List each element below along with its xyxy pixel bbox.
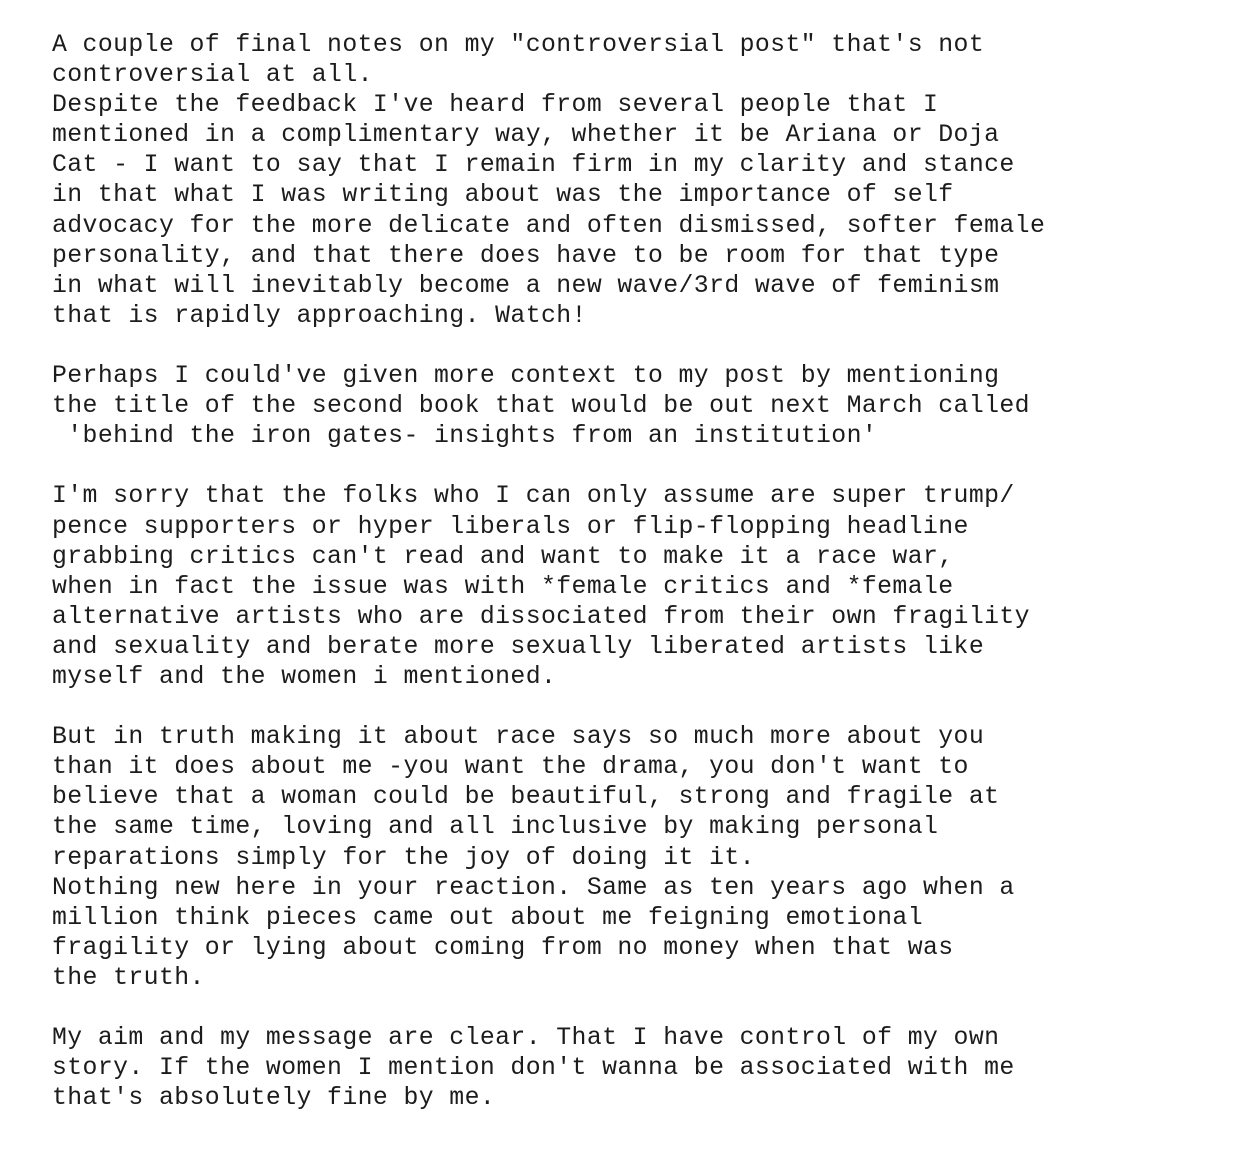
text-line: that is rapidly approaching. Watch! xyxy=(52,301,587,330)
text-line: Perhaps I could've given more context to my post by mentioning xyxy=(52,362,1000,391)
text-line: the truth. xyxy=(52,963,205,992)
text-line: when in fact the issue was with *female critics and *female xyxy=(52,572,954,601)
paragraph-critics xyxy=(52,481,1222,692)
text-line: the title of the second book that would be out next March called xyxy=(52,392,1030,421)
text-line: grabbing critics can't read and want to make it a race war, xyxy=(52,542,954,571)
typed-statement xyxy=(52,30,1222,1143)
text-line: and sexuality and berate more sexually liberated artists like xyxy=(52,632,985,661)
text-line: I'm sorry that the folks who I can only assume are super trump/ xyxy=(52,482,1015,511)
text-line: pence supporters or hyper liberals or flip-flopping headline xyxy=(52,512,969,541)
text-line: Nothing new here in your reaction. Same as ten years ago when a xyxy=(52,873,1015,902)
text-line: believe that a woman could be beautiful, strong and fragile at xyxy=(52,783,1000,812)
text-line: reparations simply for the joy of doing it it. xyxy=(52,843,755,872)
text-line: story. If the women I mention don't wanna be associated with me xyxy=(52,1054,1015,1083)
text-line: A couple of final notes on my "controversial post" that's not xyxy=(52,31,985,59)
text-line: myself and the women i mentioned. xyxy=(52,662,557,691)
text-line: in that what I was writing about was the importance of self xyxy=(52,181,954,210)
text-line: the same time, loving and all inclusive by making personal xyxy=(52,813,939,842)
text-line: Despite the feedback I've heard from several people that I xyxy=(52,91,939,120)
text-line: 'behind the iron gates- insights from an institution' xyxy=(52,422,878,451)
text-line: But in truth making it about race says so much more about you xyxy=(52,723,985,752)
text-line: fragility or lying about coming from no money when that was xyxy=(52,933,954,962)
paragraph-truth xyxy=(52,722,1222,993)
text-line: personality, and that there does have to be room for that type xyxy=(52,241,1000,270)
text-line: in what will inevitably become a new wave/3rd wave of feminism xyxy=(52,271,1000,300)
text-line: My aim and my message are clear. That I have control of my own xyxy=(52,1024,1000,1053)
paragraph-final-notes xyxy=(52,30,1222,331)
text-line: than it does about me -you want the drama, you don't want to xyxy=(52,753,969,782)
paragraph-aim xyxy=(52,1023,1222,1113)
text-line: advocacy for the more delicate and often dismissed, softer female xyxy=(52,211,1046,240)
text-line: alternative artists who are dissociated from their own fragility xyxy=(52,602,1030,631)
text-line: controversial at all. xyxy=(52,61,373,90)
paragraph-book-context xyxy=(52,361,1222,451)
text-line: Cat - I want to say that I remain firm in my clarity and stance xyxy=(52,151,1015,180)
text-line: that's absolutely fine by me. xyxy=(52,1084,496,1113)
text-line: mentioned in a complimentary way, whether it be Ariana or Doja xyxy=(52,121,1000,150)
text-line: million think pieces came out about me feigning emotional xyxy=(52,903,923,932)
